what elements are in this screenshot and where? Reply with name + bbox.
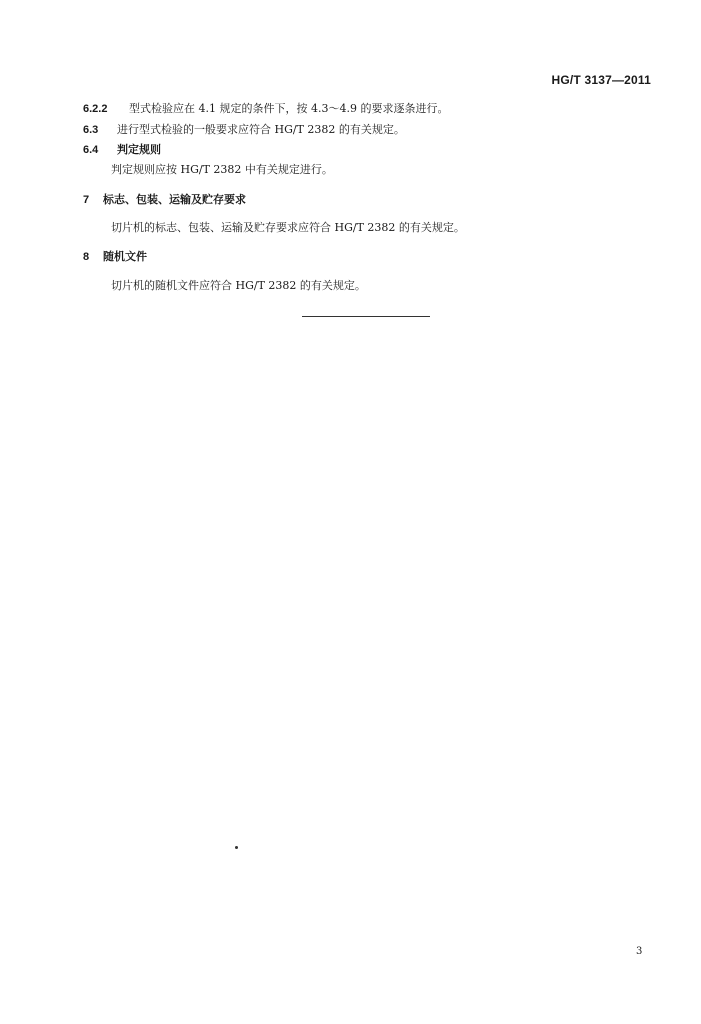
- clause-6-2-2: [83, 102, 448, 116]
- clause-7-body: 切片机的标志、包装、运输及贮存要求应符合 HG/T 2382 的有关规定。: [111, 221, 465, 234]
- clause-title: 判定规则: [117, 143, 161, 156]
- clause-number: 6.3: [83, 124, 99, 136]
- clause-text: 进行型式检验的一般要求应符合 HG/T 2382 的有关规定。: [117, 123, 405, 136]
- end-of-document-rule: [302, 316, 430, 317]
- clause-number: 7: [83, 194, 90, 206]
- clause-6-4-heading: [83, 143, 161, 157]
- clause-7-heading: [83, 193, 246, 207]
- clause-text: 型式检验应在 4.1 规定的条件下，按 4.3～4.9 的要求逐条进行。: [129, 102, 449, 115]
- clause-number: 8: [83, 251, 90, 263]
- clause-6-4-body: 判定规则应按 HG/T 2382 中有关规定进行。: [111, 163, 333, 176]
- clause-number: 6.4: [83, 144, 99, 156]
- clause-6-3: [83, 123, 405, 137]
- clause-title: 标志、包装、运输及贮存要求: [103, 193, 246, 206]
- scan-speck: [235, 846, 238, 849]
- clause-title: 随机文件: [103, 250, 147, 263]
- clause-8-body: 切片机的随机文件应符合 HG/T 2382 的有关规定。: [111, 279, 366, 292]
- clause-number: 6.2.2: [83, 103, 108, 115]
- standard-code-header: HG/T 3137—2011: [551, 73, 651, 87]
- clause-8-heading: [83, 250, 147, 264]
- page-number: 3: [636, 946, 643, 957]
